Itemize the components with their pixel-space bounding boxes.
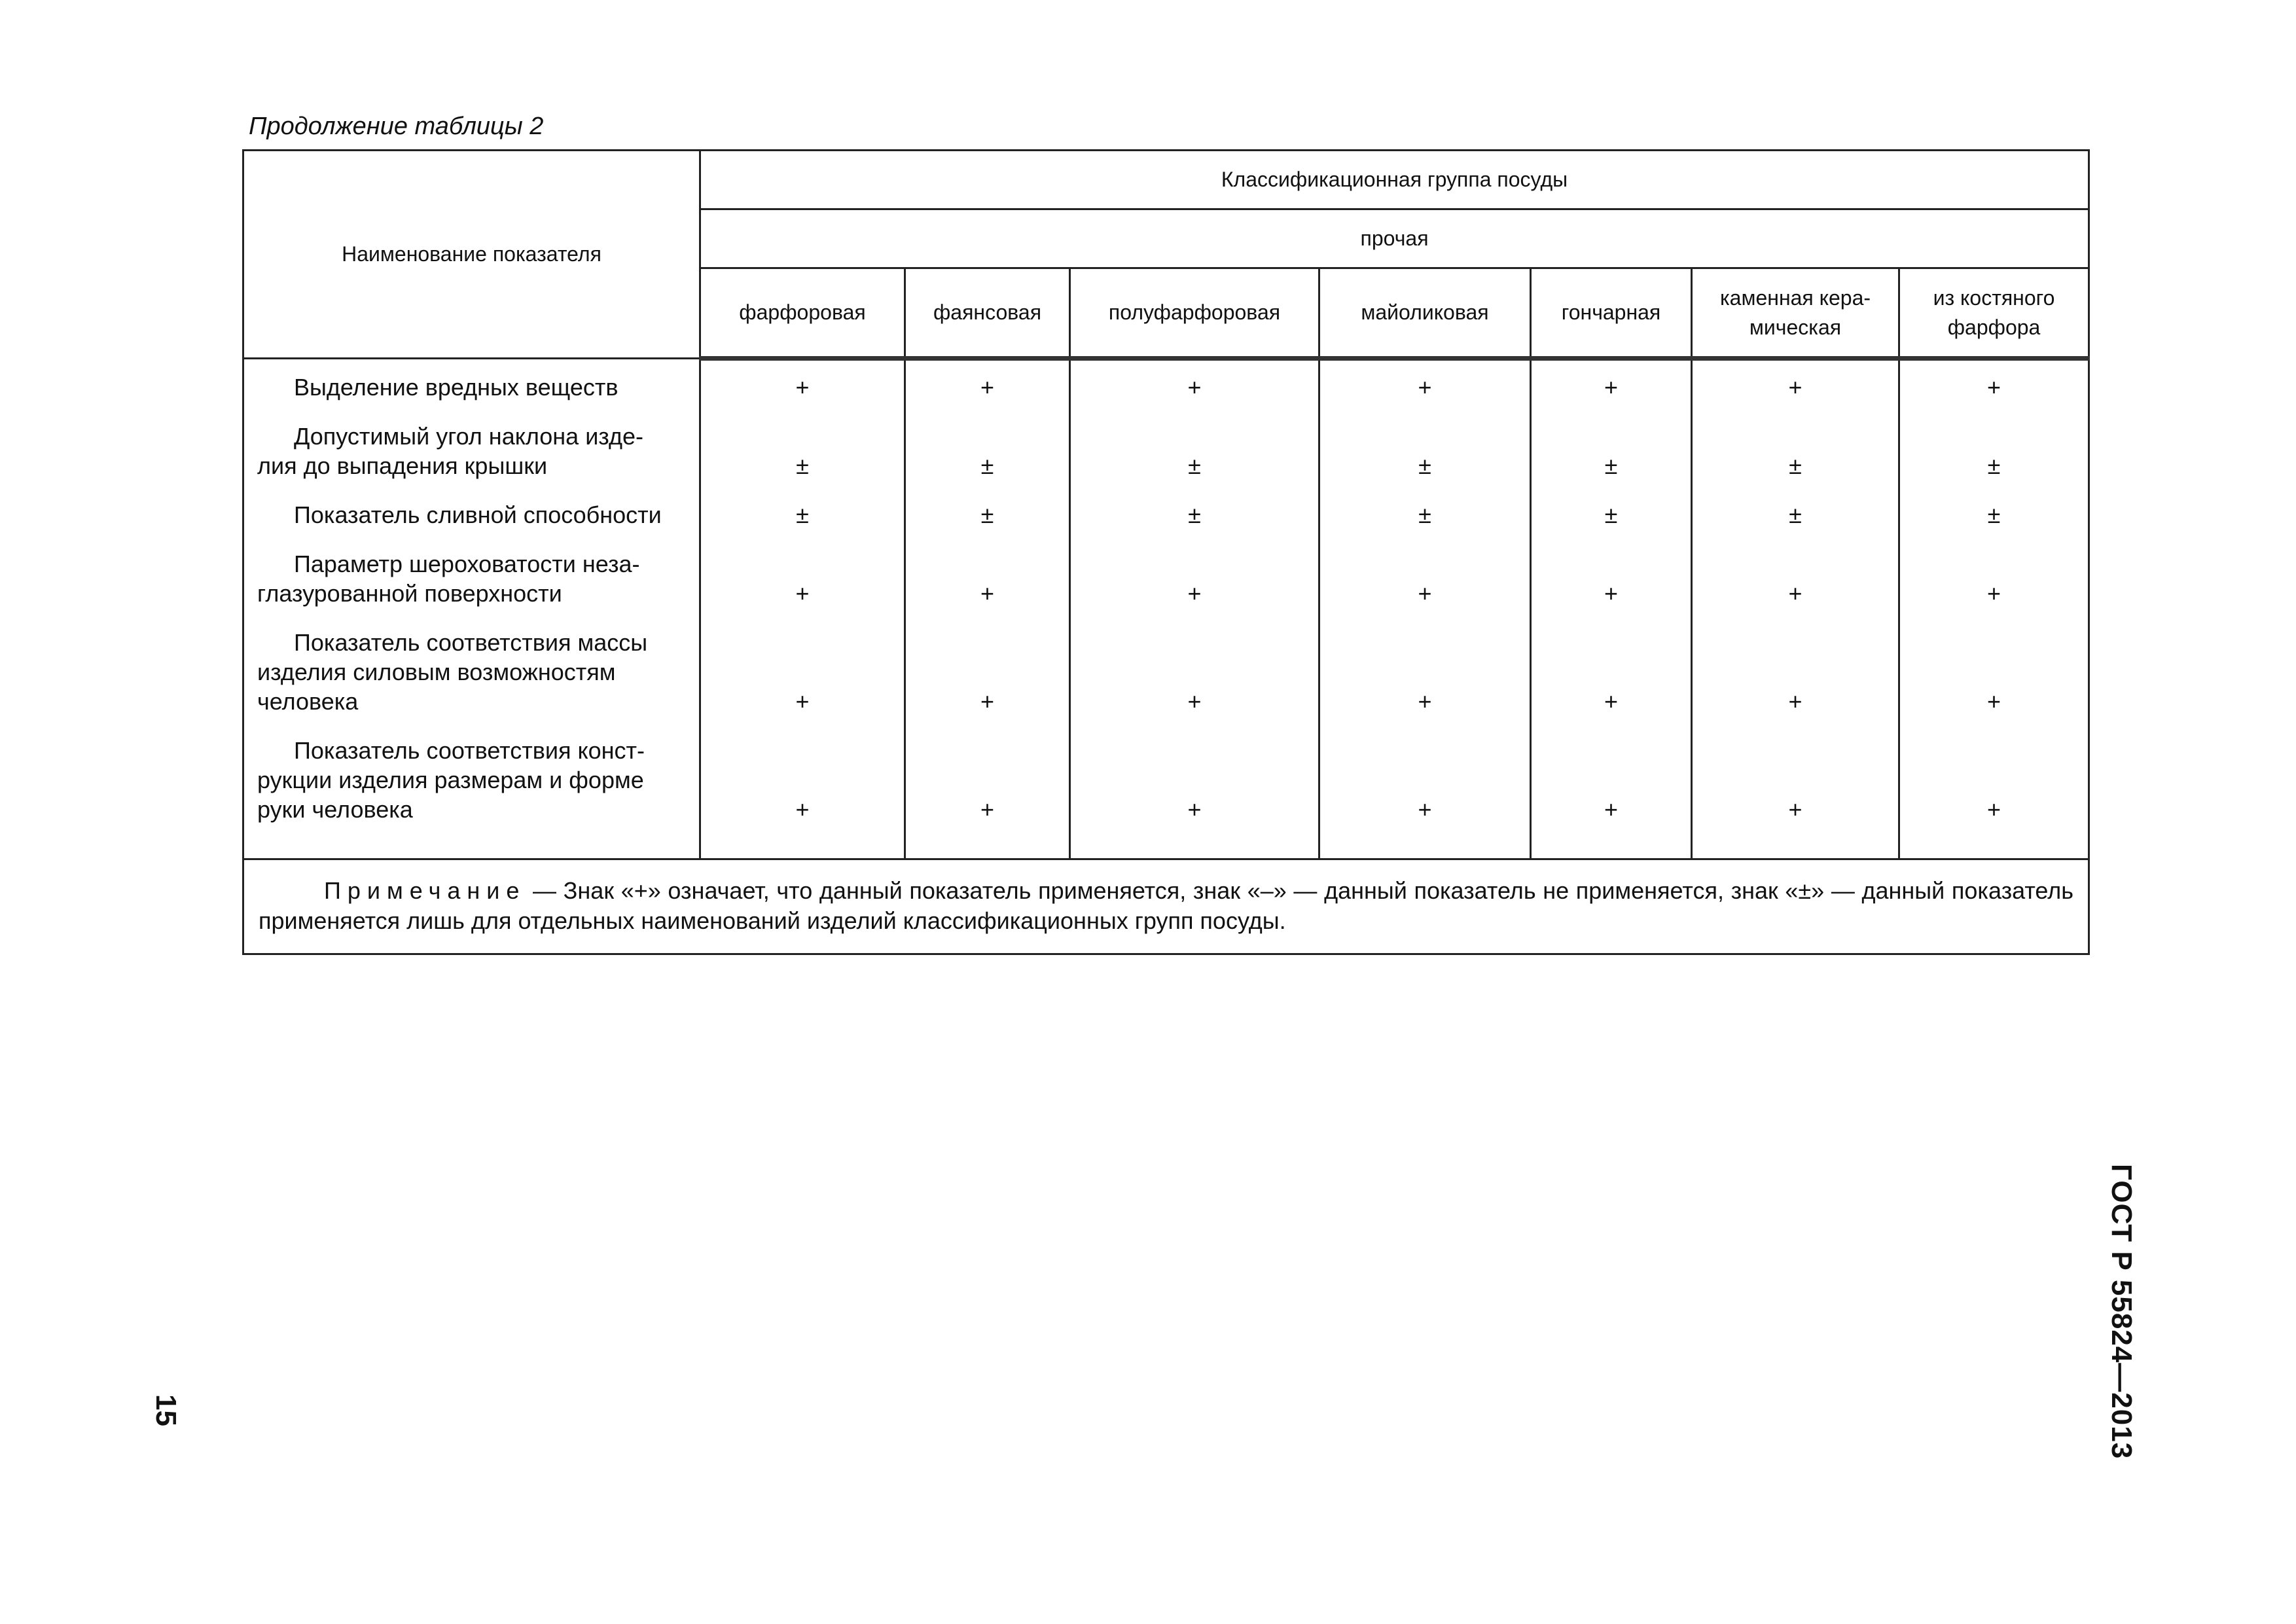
- mark-cell: +: [1070, 532, 1319, 611]
- column-header: майоликовая: [1319, 268, 1531, 359]
- table-row: [243, 483, 2089, 532]
- note-text: — Знак «+» означает, что данный показатель применяется, знак «–» — данный показатель не применяется, знак «±» — данный показатель применяется лишь для отдельных наименований изделий классификационных групп посуды.: [259, 877, 2073, 934]
- document-code: ГОСТ Р 55824—2013: [2106, 1164, 2138, 1460]
- mark-cell: +: [1531, 359, 1692, 405]
- column-header: каменная кера- мическая: [1692, 268, 1899, 359]
- page-number: 15: [150, 1394, 182, 1426]
- table-row: [243, 611, 2089, 719]
- mark-cell: ±: [905, 405, 1070, 483]
- mark-cell: +: [1899, 359, 2089, 405]
- mark-cell: +: [1531, 719, 1692, 859]
- mark-cell: ±: [1692, 483, 1899, 532]
- mark-cell: +: [905, 719, 1070, 859]
- column-header: полуфарфоровая: [1070, 268, 1319, 359]
- indicator-name-cell: Показатель сливной способности: [243, 483, 700, 532]
- mark-cell: +: [1070, 611, 1319, 719]
- indicator-name-cell: Выделение вредных веществ: [243, 359, 700, 405]
- mark-cell: +: [1692, 611, 1899, 719]
- mark-cell: +: [1899, 532, 2089, 611]
- column-header: гончарная: [1531, 268, 1692, 359]
- indicator-name-cell: Допустимый угол наклона изде- лия до выпадения крышки: [243, 405, 700, 483]
- mark-cell: +: [1319, 719, 1531, 859]
- column-header: из костяного фарфора: [1899, 268, 2089, 359]
- mark-cell: +: [700, 532, 905, 611]
- mark-cell: +: [905, 532, 1070, 611]
- table-row: [243, 359, 2089, 405]
- column-header: фаянсовая: [905, 268, 1070, 359]
- mark-cell: +: [700, 611, 905, 719]
- column-header: фарфоровая: [700, 268, 905, 359]
- mark-cell: ±: [1070, 483, 1319, 532]
- mark-cell: +: [700, 719, 905, 859]
- indicator-name-cell: Показатель соответствия массы изделия силовым возможностям человека: [243, 611, 700, 719]
- group-title-header: Классификационная группа посуды: [700, 151, 2089, 209]
- mark-cell: +: [1692, 359, 1899, 405]
- mark-cell: ±: [700, 405, 905, 483]
- mark-cell: ±: [1070, 405, 1319, 483]
- mark-cell: +: [1899, 719, 2089, 859]
- mark-cell: +: [1319, 359, 1531, 405]
- indicator-name-cell: Показатель соответствия конст- рукции изделия размерам и форме руки человека: [243, 719, 700, 859]
- mark-cell: ±: [1531, 483, 1692, 532]
- mark-cell: +: [1070, 359, 1319, 405]
- mark-cell: ±: [1319, 483, 1531, 532]
- mark-cell: ±: [1319, 405, 1531, 483]
- mark-cell: ±: [1899, 483, 2089, 532]
- mark-cell: +: [905, 611, 1070, 719]
- mark-cell: ±: [1899, 405, 2089, 483]
- mark-cell: +: [1319, 532, 1531, 611]
- table-row: [243, 405, 2089, 483]
- mark-cell: ±: [1531, 405, 1692, 483]
- mark-cell: +: [700, 359, 905, 405]
- indicator-name-header: Наименование показателя: [243, 151, 700, 359]
- mark-cell: +: [1531, 611, 1692, 719]
- subgroup-header: прочая: [700, 209, 2089, 268]
- table-caption: Продолжение таблицы 2: [249, 113, 544, 140]
- mark-cell: +: [905, 359, 1070, 405]
- mark-cell: ±: [905, 483, 1070, 532]
- mark-cell: +: [1692, 719, 1899, 859]
- mark-cell: +: [1070, 719, 1319, 859]
- table-note: [243, 859, 2089, 954]
- mark-cell: +: [1319, 611, 1531, 719]
- table-row: [243, 532, 2089, 611]
- mark-cell: +: [1692, 532, 1899, 611]
- note-label: Примечание: [324, 877, 526, 904]
- mark-cell: +: [1899, 611, 2089, 719]
- mark-cell: +: [1531, 532, 1692, 611]
- mark-cell: ±: [700, 483, 905, 532]
- classification-table: [242, 149, 2090, 955]
- indicator-name-cell: Параметр шероховатости неза- глазурованной поверхности: [243, 532, 700, 611]
- mark-cell: ±: [1692, 405, 1899, 483]
- table-row: [243, 719, 2089, 859]
